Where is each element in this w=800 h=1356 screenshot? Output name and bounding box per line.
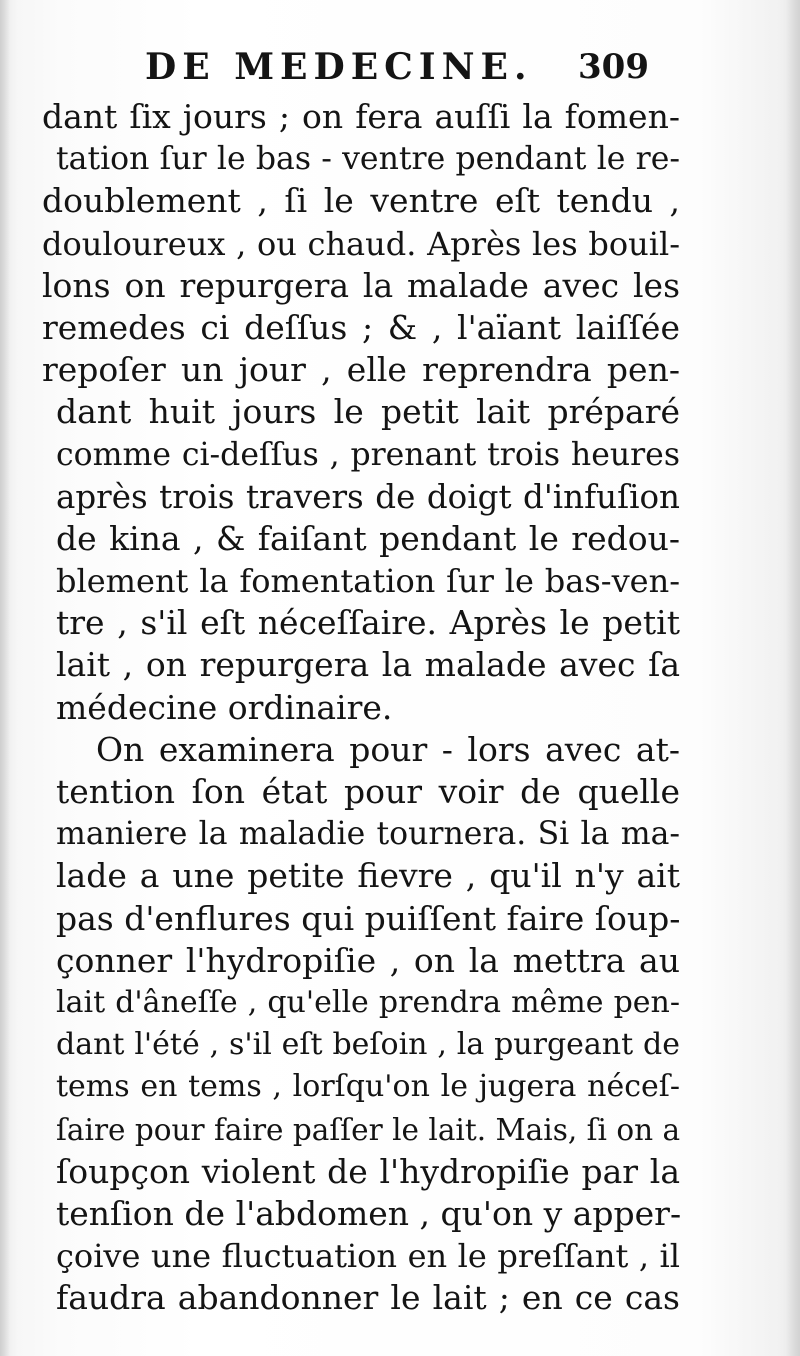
paragraph-first-line: On examinera pour - lors avec at- — [96, 729, 680, 769]
running-head: DE MEDECINE. — [145, 46, 533, 88]
text-line: ſoupçon violent de l'hydropiſie par la — [56, 1151, 680, 1191]
text-line: ſaire pour faire paſſer le lait. Mais, ſi on a — [56, 1112, 681, 1147]
text-line: dant ſix jours ; on fera auſſi la fomen- — [42, 97, 680, 136]
text-line: après trois travers de doigt d'infuſion — [56, 477, 680, 516]
text-line: dant huit jours le petit lait préparé — [56, 392, 680, 432]
page-edge-shadow-left — [0, 0, 10, 1356]
text-line: tenſion de l'abdomen , qu'on y apper- — [56, 1193, 682, 1233]
text-line: douloureux , ou chaud. Après les bouil- — [42, 224, 680, 263]
text-line: dant l'été , s'il eſt beſoin , la purgeant de — [56, 1027, 680, 1063]
text-line: faudra abandonner le lait ; en ce cas — [56, 1278, 680, 1318]
page-number: 309 — [578, 47, 649, 87]
text-line: çoive une fluctuation en le preſſant , il — [56, 1237, 680, 1276]
text-line: lait , on repurgera la malade avec ſa — [56, 645, 680, 685]
text-line: blement la fomentation ſur le bas-ven- — [56, 562, 680, 601]
text-line: remedes ci deſſus ; & , l'aïant laiſſée — [42, 307, 680, 347]
text-line: maniere la maladie tournera. Si la ma- — [56, 816, 680, 853]
text-line: tation ſur le bas - ventre pendant le re- — [56, 141, 680, 178]
page-edge-shadow-right — [786, 0, 800, 1356]
text-line: tre , s'il eſt néceſſaire. Après le petit — [56, 603, 680, 643]
text-line: tems en tems , lorſqu'on le jugera néceſ- — [56, 1069, 680, 1105]
text-line: doublement , ſi le ventre eſt tendu , — [42, 181, 680, 221]
text-line: lons on repurgera la malade avec les — [42, 265, 680, 305]
text-line: repoſer un jour , elle reprendra pen- — [42, 350, 680, 390]
text-line: lait d'âneſſe , qu'elle prendra même pen- — [56, 984, 680, 1020]
text-line: lade a une petite fievre , qu'il n'y ait — [56, 856, 680, 896]
text-line: de kina , & faiſant pendant le redou- — [56, 518, 680, 558]
text-line: comme ci-deſſus , prenant trois heures — [56, 436, 680, 473]
text-line: médecine ordinaire. — [56, 687, 393, 727]
body-text — [42, 96, 680, 1319]
text-line: pas d'enflures qui puiſſent faire ſoup- — [56, 898, 681, 938]
text-line: tention ſon état pour voir de quelle — [56, 772, 680, 811]
text-line: çonner l'hydropiſie , on la mettra au — [56, 940, 680, 980]
